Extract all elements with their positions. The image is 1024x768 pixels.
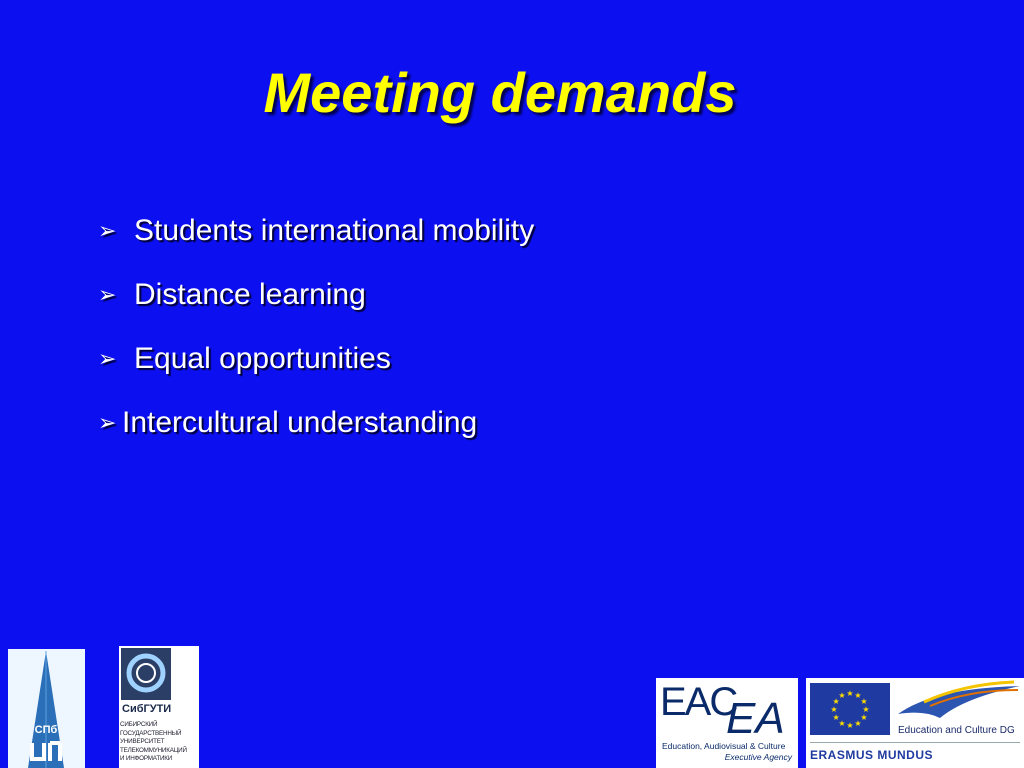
swoosh-icon bbox=[894, 680, 1024, 724]
sibguti-subtitle: СИБИРСКИЙ ГОСУДАРСТВЕННЫЙ УНИВЕРСИТЕТ ТЕЛЕКОММУНИКАЦИЙ И ИНФОРМАТИКИ bbox=[120, 721, 187, 763]
eu-star-icon: ★ bbox=[838, 718, 846, 728]
eu-star-icon: ★ bbox=[846, 721, 854, 730]
erasmus-mundus-label: ERASMUS MUNDUS bbox=[810, 748, 934, 762]
eacea-caption: Education, Audiovisual & Culture bbox=[662, 741, 786, 751]
eu-star-icon: ★ bbox=[854, 691, 862, 701]
eacea-letters-left: EAC bbox=[660, 680, 737, 724]
eacea-letters-right: EA bbox=[726, 694, 785, 743]
eu-star-icon: ★ bbox=[860, 697, 868, 706]
bullet-text: Distance learning bbox=[134, 278, 366, 311]
bullet-text: Intercultural understanding bbox=[122, 406, 478, 439]
divider bbox=[810, 742, 1020, 743]
eu-star-icon: ★ bbox=[830, 705, 838, 714]
spb-label: СПб bbox=[34, 724, 58, 736]
arrow-bullet-icon: ➢ bbox=[98, 410, 117, 435]
bullet-text: Equal opportunities bbox=[134, 342, 391, 375]
bullet-text: Students international mobility bbox=[134, 214, 535, 247]
eu-star-icon: ★ bbox=[860, 713, 868, 722]
eu-star-icon: ★ bbox=[846, 689, 854, 698]
dg-caption: Education and Culture DG bbox=[898, 725, 1015, 736]
eacea-agency: Executive Agency bbox=[724, 752, 792, 762]
eu-star-icon: ★ bbox=[854, 718, 862, 728]
erasmus-mundus-logo bbox=[806, 678, 1024, 768]
eu-star-icon: ★ bbox=[832, 697, 840, 706]
spire-logo-icon bbox=[8, 649, 85, 768]
eu-star-icon: ★ bbox=[862, 705, 870, 714]
eacea-logo bbox=[656, 678, 798, 768]
arrow-bullet-icon: ➢ bbox=[98, 282, 117, 307]
bullet-list bbox=[98, 214, 534, 470]
eu-star-icon: ★ bbox=[832, 713, 840, 722]
bullet-item bbox=[98, 406, 534, 470]
sibguti-logo bbox=[119, 646, 199, 768]
bullet-item bbox=[98, 278, 534, 342]
eu-flag-icon bbox=[810, 683, 890, 735]
slide-title: Meeting demands bbox=[263, 61, 737, 124]
sibguti-name: СибГУТИ bbox=[122, 703, 172, 715]
arrow-bullet-icon: ➢ bbox=[98, 218, 117, 243]
bullet-item bbox=[98, 214, 534, 278]
spbgut-logo bbox=[8, 649, 85, 768]
eu-star-icon: ★ bbox=[838, 691, 846, 701]
bullet-item bbox=[98, 342, 534, 406]
ring-logo-icon bbox=[119, 646, 199, 702]
arrow-bullet-icon: ➢ bbox=[98, 346, 117, 371]
